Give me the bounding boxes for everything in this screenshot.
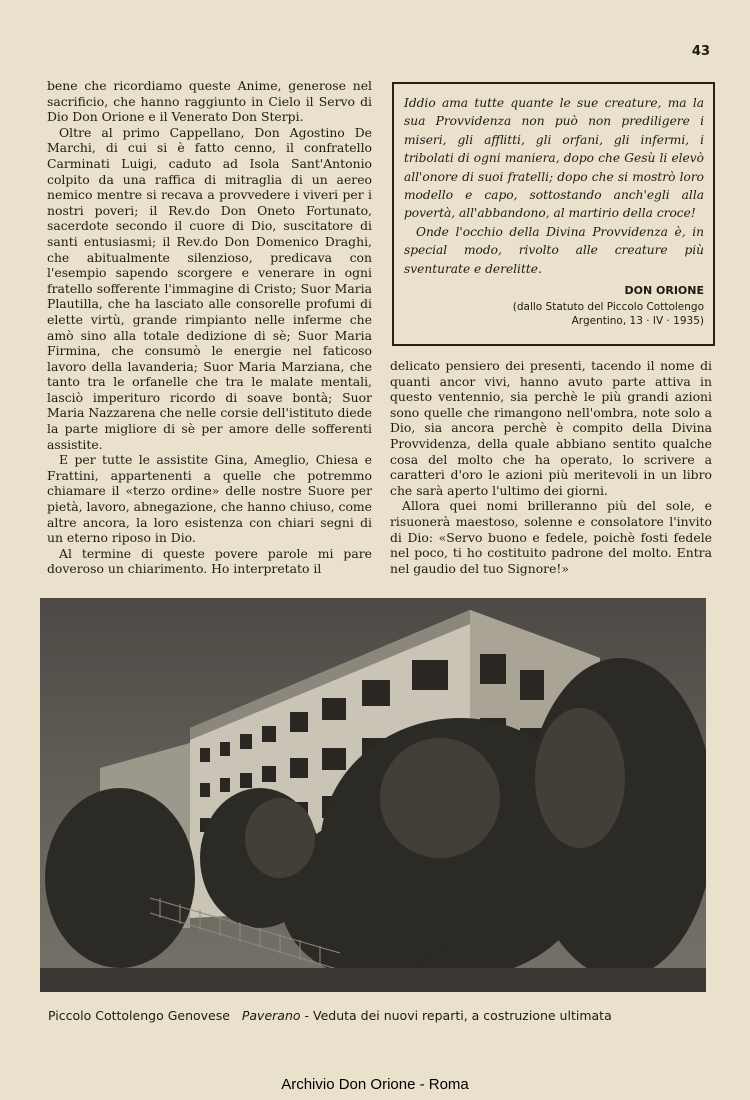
- building-photo: [40, 598, 706, 992]
- photo-caption: [48, 1008, 708, 1023]
- quote-source-line: Argentino, 13 · IV · 1935): [571, 315, 704, 328]
- page-number: 43: [691, 44, 710, 59]
- caption-location: Paverano: [241, 1008, 301, 1023]
- quote-paragraph: Onde l'occhio della Divina Provvidenza è, in special modo, rivolto alle creature più sventurate e derelitte.: [404, 224, 704, 276]
- paragraph: Al termine di queste povere parole mi pare doveroso un chiarimento. Ho interpretato il: [47, 545, 372, 577]
- quote-box: [392, 82, 715, 346]
- right-text-column: [390, 358, 712, 576]
- quote-paragraph: Iddio ama tutte quante le sue creature, ma la sua Provvidenza non può non prediligere i miseri, gli afflitti, gli orfani, gli infermi, i tribolati di ogni maniera, dopo che Gesù li elevò all'onore di suoi fratelli; dopo che si mostrò loro modello e capo, sottostando anch'egli alla povertà, all'abbandono, al martirio della croce!: [404, 96, 704, 221]
- caption-description: - Veduta dei nuovi reparti, a costruzione ultimata: [304, 1008, 612, 1023]
- paragraph: Oltre al primo Cappellano, Don Agostino De Marchi, di cui si è fatto cenno, il confratello Carminati Luigi, caduto ad Isola Sant'Antonio colpito da una raffica di mitraglia di un aereo nemico mentre si recava a provvedere i viveri per i nostri poveri; il Rev.do Don Oneto Fortunato, sacerdote secondo il cuore di Dio, suscitatore di santi entusiasmi; il Rev.do Don Domenico Draghi, che abitualmente silenzioso, predicava con l'esempio sapendo scorgere e venerare in ogni fratello sofferente l'immagine di Cristo; Suor Maria Plautilla, che ha lasciato alle consorelle profumi di elette virtù, grande rimpianto nelle inferme che amò sino alla totale dedizione di sè; Suor Maria Firmina, che consumò le energie nel faticoso lavoro della lavanderia; Suor Maria Marziana, che tanto tra le orfanelle che tra le malate mentali, lasciò imperituro ricordo di soave bontà; Suor Maria Nazzarena che nelle corsie dell'istituto diede la parte migliore di sè per amore delle sofferenti assistite.: [47, 124, 372, 452]
- building-photo-illustration: [40, 598, 706, 992]
- quote-source-line: (dallo Statuto del Piccolo Cottolengo: [512, 301, 704, 314]
- archive-footer: Archivio Don Orione - Roma: [281, 1076, 469, 1093]
- left-text-column: [47, 78, 372, 577]
- paragraph: bene che ricordiamo queste Anime, generose nel sacrificio, che hanno raggiunto in Cielo il Servo di Dio Don Orione e il Venerato Don Sterpi.: [47, 78, 372, 125]
- paragraph: delicato pensiero dei presenti, tacendo il nome di quanti ancor vivi, hanno avuto parte attiva in questo ventennio, sia perchè le più grandi azioni sono quelle che rimangono nell'ombra, note solo a Dio, sia ancora perchè è compito della Divina Provvidenza, della quale abbiano sentito qualche cosa del molto che ha operato, lo scrivere a caratteri d'oro le azioni più meritevoli in un libro che sarà aperto l'ultimo dei giorni.: [390, 358, 712, 498]
- quote-signature: DON ORIONE: [624, 284, 704, 298]
- paragraph: E per tutte le assistite Gina, Ameglio, Chiesa e Frattini, appartenenti a quelle che potremmo chiamare il «terzo ordine» delle nostre Suore per pietà, lavoro, abnegazione, che hanno chiuso, come altre ancora, la loro esistenza con chiari segni di un eterno riposo in Dio.: [47, 452, 372, 546]
- paragraph: Allora quei nomi brilleranno più del sole, e risuonerà maestoso, solenne e consolatore l'invito di Dio: «Servo buono e fedele, poichè fosti fedele nel poco, ti ho costituito padrone del molto. Entra nel gaudio del tuo Signore!»: [390, 498, 712, 576]
- caption-institution: Piccolo Cottolengo Genovese: [48, 1008, 230, 1023]
